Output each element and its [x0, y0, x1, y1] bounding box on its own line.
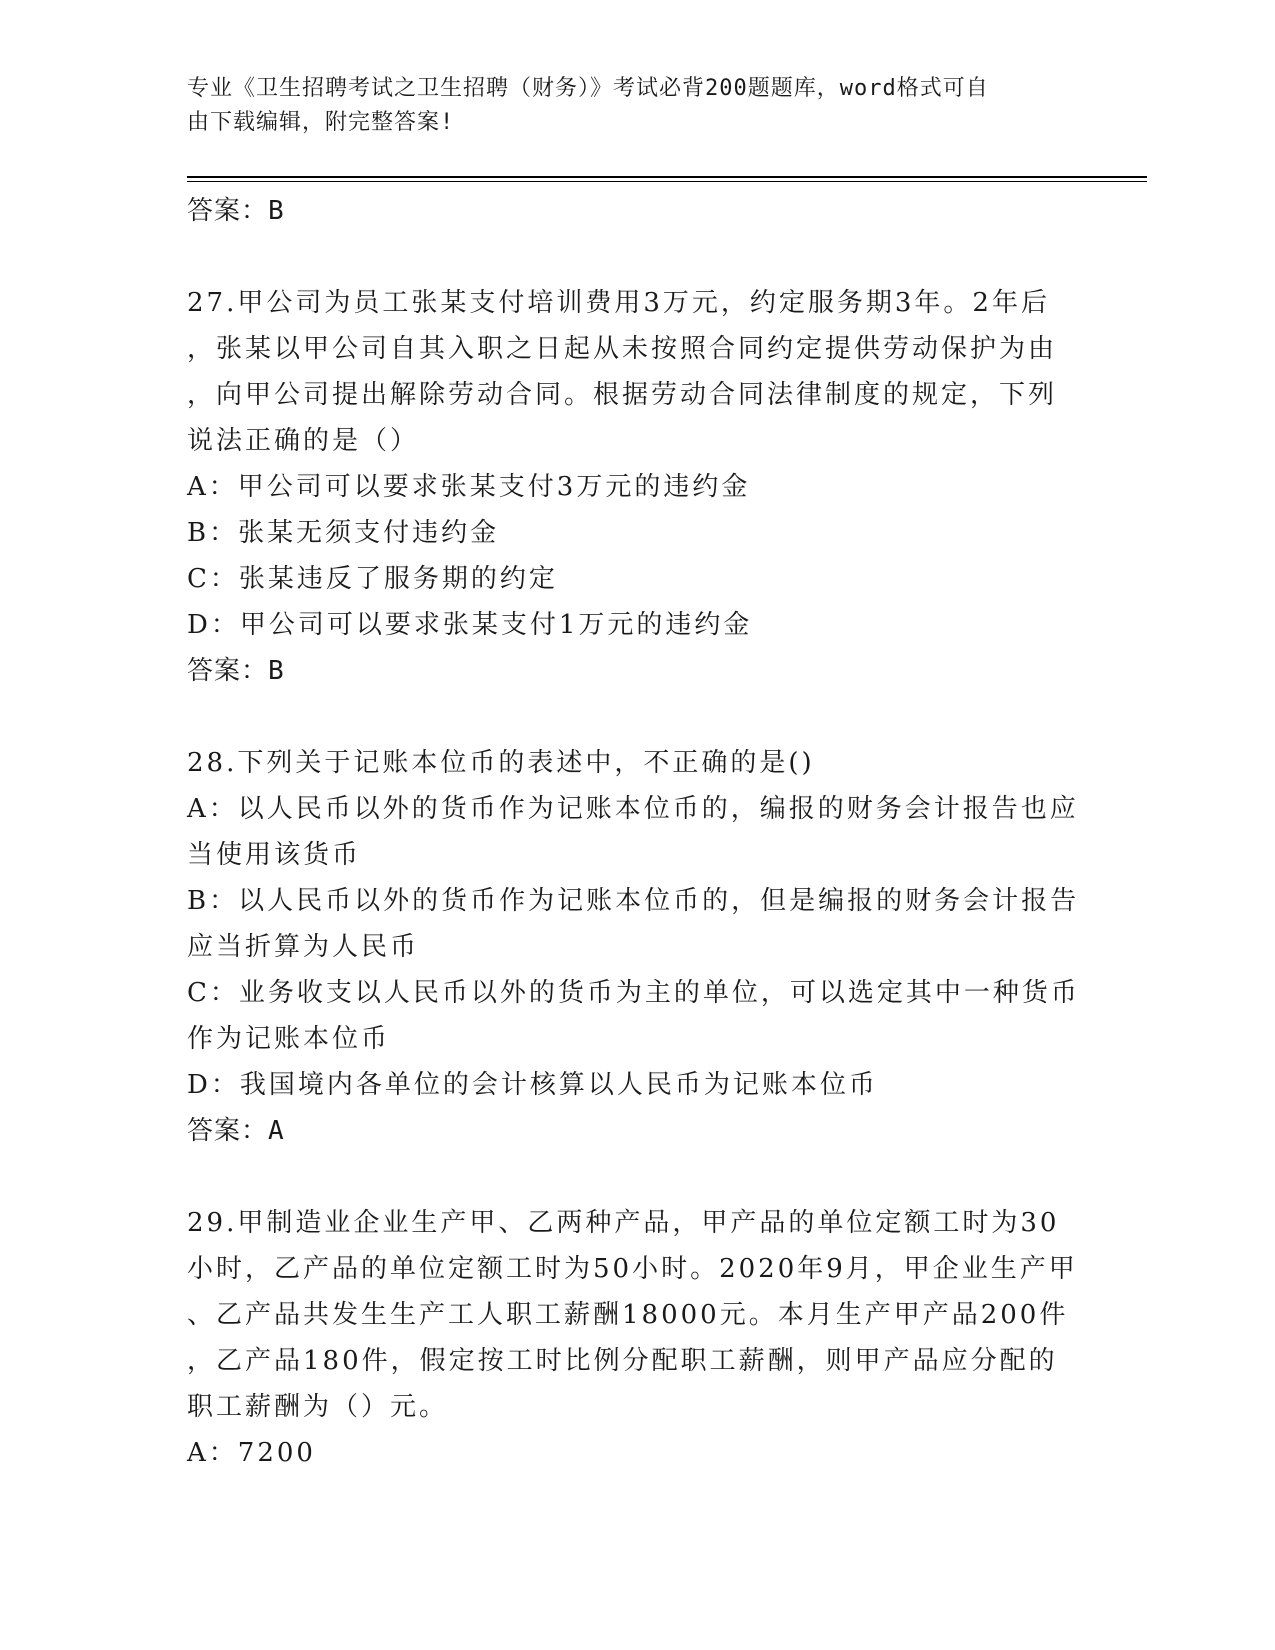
option-b: B：以人民币以外的货币作为记账本位币的，但是编报的财务会计报告: [187, 886, 1080, 916]
spacer: [187, 234, 1087, 280]
option-d: D：甲公司可以要求张某支付1万元的违约金: [187, 610, 753, 640]
header-rule-thin: [187, 181, 1147, 182]
option-b-cont: 应当折算为人民币: [187, 932, 420, 962]
option-c-cont: 作为记账本位币: [187, 1024, 391, 1054]
question-28: [187, 740, 1087, 1154]
option-a-cont: 当使用该货币: [187, 840, 362, 870]
question-stem-line: 小时，乙产品的单位定额工时为50小时。2020年9月，甲企业生产甲: [187, 1254, 1078, 1284]
spacer: [187, 694, 1087, 740]
option-a: A：以人民币以外的货币作为记账本位币的，编报的财务会计报告也应: [187, 794, 1079, 824]
answer-q27: 答案：B: [187, 656, 285, 686]
question-29: [187, 1200, 1087, 1476]
spacer: [187, 1154, 1087, 1200]
question-stem-line: 、乙产品共发生生产工人职工薪酬18000元。本月生产甲产品200件: [187, 1300, 1069, 1330]
document-header: [187, 72, 1067, 140]
option-c: C：张某违反了服务期的约定: [187, 564, 558, 594]
question-stem-line: ，乙产品180件，假定按工时比例分配职工薪酬，则甲产品应分配的: [187, 1346, 1058, 1376]
document-body: [187, 188, 1087, 1476]
question-stem-line: 27.甲公司为员工张某支付培训费用3万元，约定服务期3年。2年后: [187, 288, 1050, 318]
question-stem-line: ，张某以甲公司自其入职之日起从未按照合同约定提供劳动保护为由: [187, 334, 1058, 364]
header-line-1: 专业《卫生招聘考试之卫生招聘（财务）》考试必背200题题库，word格式可自: [187, 76, 989, 101]
answer-q28: 答案：A: [187, 1116, 285, 1146]
question-stem-line: 说法正确的是（）: [187, 426, 420, 456]
option-a: A：甲公司可以要求张某支付3万元的违约金: [187, 472, 751, 502]
question-27: [187, 280, 1087, 694]
answer-q26: 答案：B: [187, 196, 285, 226]
option-c: C：业务收支以人民币以外的货币为主的单位，可以选定其中一种货币: [187, 978, 1080, 1008]
option-d: D：我国境内各单位的会计核算以人民币为记账本位币: [187, 1070, 878, 1100]
header-line-2: 由下载编辑，附完整答案!: [187, 110, 455, 135]
header-rule-thick: [187, 176, 1147, 178]
question-stem-line: 28.下列关于记账本位币的表述中，不正确的是(): [187, 748, 815, 778]
question-stem-line: 职工薪酬为（）元。: [187, 1392, 449, 1422]
question-stem-line: ，向甲公司提出解除劳动合同。根据劳动合同法律制度的规定，下列: [187, 380, 1058, 410]
question-stem-line: 29.甲制造业企业生产甲、乙两种产品，甲产品的单位定额工时为30: [187, 1208, 1060, 1238]
option-b: B：张某无须支付违约金: [187, 518, 500, 548]
option-a: A：7200: [187, 1438, 316, 1468]
